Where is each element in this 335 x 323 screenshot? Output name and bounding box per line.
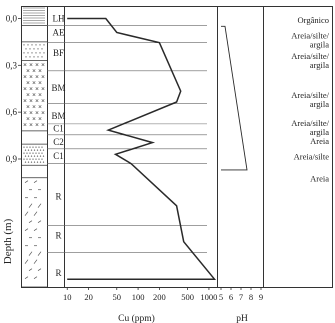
depth-axis	[2, 13, 21, 264]
column-pattern-mark	[29, 204, 32, 208]
horizon-label: R	[55, 267, 62, 278]
column-pattern-mark	[41, 159, 42, 160]
column-pattern-mark	[43, 44, 44, 45]
column-pattern-mark	[37, 48, 38, 49]
column-pattern-mark	[41, 56, 42, 57]
column-pattern-mark	[38, 153, 39, 154]
column-pattern-mark	[34, 277, 37, 279]
horizon-label: C1	[53, 150, 64, 161]
column-pattern-mark	[33, 56, 34, 57]
column-pattern-mark	[43, 52, 44, 53]
column-pattern-mark	[38, 204, 41, 208]
column-pattern-mark	[39, 52, 40, 53]
column-pattern-mark	[23, 153, 24, 154]
column-pattern-mark	[29, 147, 30, 148]
column-pattern-mark	[40, 162, 41, 163]
column-pattern-mark	[41, 153, 42, 154]
column-pattern-mark	[32, 147, 33, 148]
ph-tick-label: 7	[238, 292, 244, 302]
depth-tick-label: 0,6	[5, 107, 17, 118]
column-pattern-mark	[29, 56, 30, 57]
column-pattern-mark	[34, 229, 37, 231]
horizon-label: R	[55, 230, 62, 241]
column-pattern-mark	[26, 159, 27, 160]
column-pattern-mark	[35, 159, 36, 160]
horizon-label: AE	[52, 27, 65, 38]
column-pattern-mark	[25, 229, 28, 231]
column-pattern-mark	[43, 150, 44, 151]
column-pattern-mark	[43, 162, 44, 163]
ph-axis-label: pH	[236, 314, 248, 323]
horizon-label: C2	[53, 136, 64, 147]
cu-tick-label: 200	[153, 292, 166, 302]
column-pattern-mark	[41, 147, 42, 148]
column-pattern-mark	[34, 260, 37, 264]
column-pattern-mark	[31, 44, 32, 45]
texture-label: Areia/silte/	[291, 30, 329, 41]
texture-label: Areia	[310, 173, 329, 184]
column-pattern-mark	[34, 162, 35, 163]
column-pattern-mark	[38, 252, 41, 256]
column-pattern-mark	[28, 162, 29, 163]
column-pattern-mark	[38, 269, 41, 271]
ph-tick-label: 6	[228, 292, 234, 302]
column-pattern-mark	[25, 260, 28, 264]
column-pattern-mark	[23, 52, 24, 53]
texture-label: argila	[309, 59, 329, 70]
texture-label: argila	[309, 127, 329, 138]
depth-tick-label: 0,3	[5, 60, 17, 71]
column-pattern-mark	[34, 156, 35, 157]
column-pattern-mark	[39, 44, 40, 45]
column-pattern-mark	[23, 159, 24, 160]
column-pattern-mark	[37, 156, 38, 157]
cu-tick-label: 500	[181, 292, 194, 302]
cu-tick-label: 100	[131, 292, 145, 302]
texture-label: argila	[309, 98, 329, 109]
column-pattern-mark	[29, 159, 30, 160]
column-pattern-mark	[29, 252, 32, 256]
texture-label: argila	[309, 39, 329, 50]
column-pattern-mark	[28, 150, 29, 151]
horizon-label: BF	[52, 47, 65, 58]
depth-tick-label: 0,9	[5, 153, 17, 164]
column-pattern-mark	[25, 56, 26, 57]
column-pattern-mark	[31, 150, 32, 151]
column-pattern-mark	[38, 159, 39, 160]
column-pattern-mark	[27, 52, 28, 53]
cu-tick-label: 1000	[200, 292, 218, 302]
horizon-label: C1	[53, 123, 64, 134]
texture-label: Areia	[310, 136, 329, 147]
column-pattern-mark	[25, 277, 28, 279]
column-pattern-mark	[26, 147, 27, 148]
texture-label: Areia/silte/	[291, 89, 329, 100]
horizon-label: R	[55, 191, 62, 202]
column-pattern-mark	[31, 52, 32, 53]
cu-tick-label: 50	[112, 292, 122, 302]
column-pattern-mark	[40, 150, 41, 151]
ph-tick-label: 9	[258, 292, 264, 302]
lithology-column	[21, 8, 47, 287]
column-pattern-mark	[25, 48, 26, 49]
ph-tick-label: 8	[248, 292, 254, 302]
column-pattern-mark	[27, 44, 28, 45]
column-pattern-mark	[28, 156, 29, 157]
column-pattern-mark	[23, 147, 24, 148]
column-pattern-mark	[29, 48, 30, 49]
ph-panel	[219, 26, 263, 323]
column-pattern-mark	[35, 52, 36, 53]
depth-axis-label: Depth (m)	[2, 218, 14, 265]
column-pattern-mark	[29, 269, 32, 271]
texture-label: Orgânico	[297, 15, 329, 26]
cu-tick-label: 10	[62, 292, 72, 302]
texture-label: Areia/silte/	[291, 118, 329, 129]
column-pattern-mark	[25, 156, 26, 157]
column-pattern-mark	[43, 156, 44, 157]
column-pattern-mark	[35, 44, 36, 45]
column-pattern-mark	[34, 212, 37, 216]
depth-tick-label: 0,0	[5, 13, 17, 24]
column-pattern-mark	[23, 44, 24, 45]
cu-tick-label: 20	[84, 292, 93, 302]
column-pattern-mark	[25, 150, 26, 151]
column-pattern-mark	[29, 221, 32, 223]
column-pattern-mark	[34, 150, 35, 151]
column-pattern-mark	[26, 153, 27, 154]
column-pattern-mark	[29, 153, 30, 154]
texture-labels	[291, 15, 329, 183]
column-pattern-mark	[37, 150, 38, 151]
column-pattern-mark	[32, 159, 33, 160]
cu-axis-label: Cu (ppm)	[118, 314, 155, 323]
column-pattern-mark	[34, 181, 37, 183]
column-pattern-mark	[31, 162, 32, 163]
horizon-label: BM	[51, 111, 66, 122]
column-pattern-mark	[25, 181, 28, 183]
column-pattern-mark	[31, 156, 32, 157]
column-pattern-mark	[25, 212, 28, 216]
column-pattern-mark	[35, 153, 36, 154]
panel-frame	[218, 7, 264, 288]
texture-label: Areia/silte/	[291, 50, 329, 61]
column-pattern-mark	[25, 162, 26, 163]
column-pattern-mark	[38, 147, 39, 148]
column-pattern-mark	[41, 48, 42, 49]
ph-tick-label: 5	[218, 292, 224, 302]
column-pattern-mark	[37, 162, 38, 163]
cu-panel	[63, 19, 217, 323]
column-pattern-mark	[38, 221, 41, 223]
horizon-label: LH	[52, 13, 65, 24]
column-pattern-mark	[32, 153, 33, 154]
column-pattern-mark	[37, 56, 38, 57]
horizon-label: BM	[51, 82, 66, 93]
column-pattern-mark	[35, 147, 36, 148]
panel-frames	[22, 7, 333, 288]
ph-profile-line	[221, 26, 247, 170]
column-pattern-mark	[33, 48, 34, 49]
column-pattern-mark	[40, 156, 41, 157]
texture-label: Areia/silte	[293, 151, 329, 162]
